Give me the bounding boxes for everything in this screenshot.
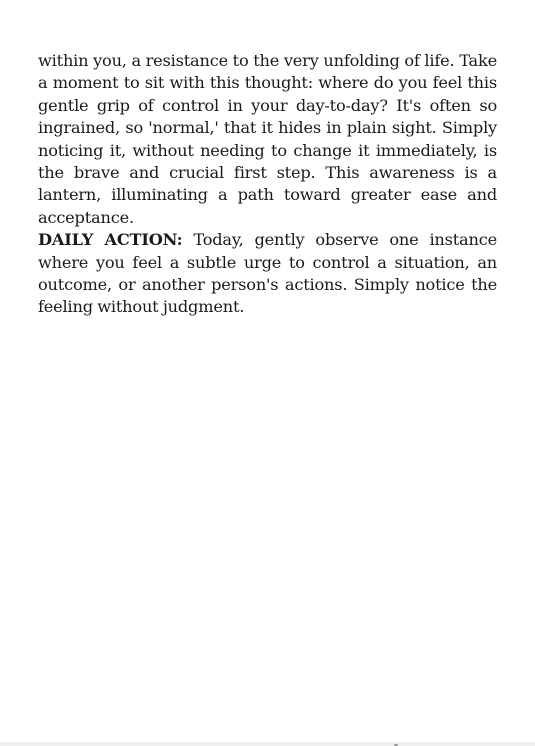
page-bottom-edge	[0, 742, 535, 746]
body-text	[38, 50, 497, 319]
daily-action-text: Today, gently observe one instance where you feel a subtle urge to control a situation, an outcome, or another person's actions. Simply notice the feeling without judgment.	[38, 230, 497, 317]
daily-action-label: DAILY ACTION:	[38, 230, 183, 250]
paragraph-control-reflection: within you, a resistance to the very unfolding of life. Take a moment to sit with this thought: where do you feel this gentle grip of control in your day-to-day? It's often so ingrained, so 'normal,' that it hides in plain sight. Simply noticing it, without needing to change it immediately, is the brave and crucial first step. This awareness is a lantern, illuminating a path toward greater ease and acceptance.	[38, 51, 497, 227]
daily-action-paragraph	[38, 229, 497, 319]
